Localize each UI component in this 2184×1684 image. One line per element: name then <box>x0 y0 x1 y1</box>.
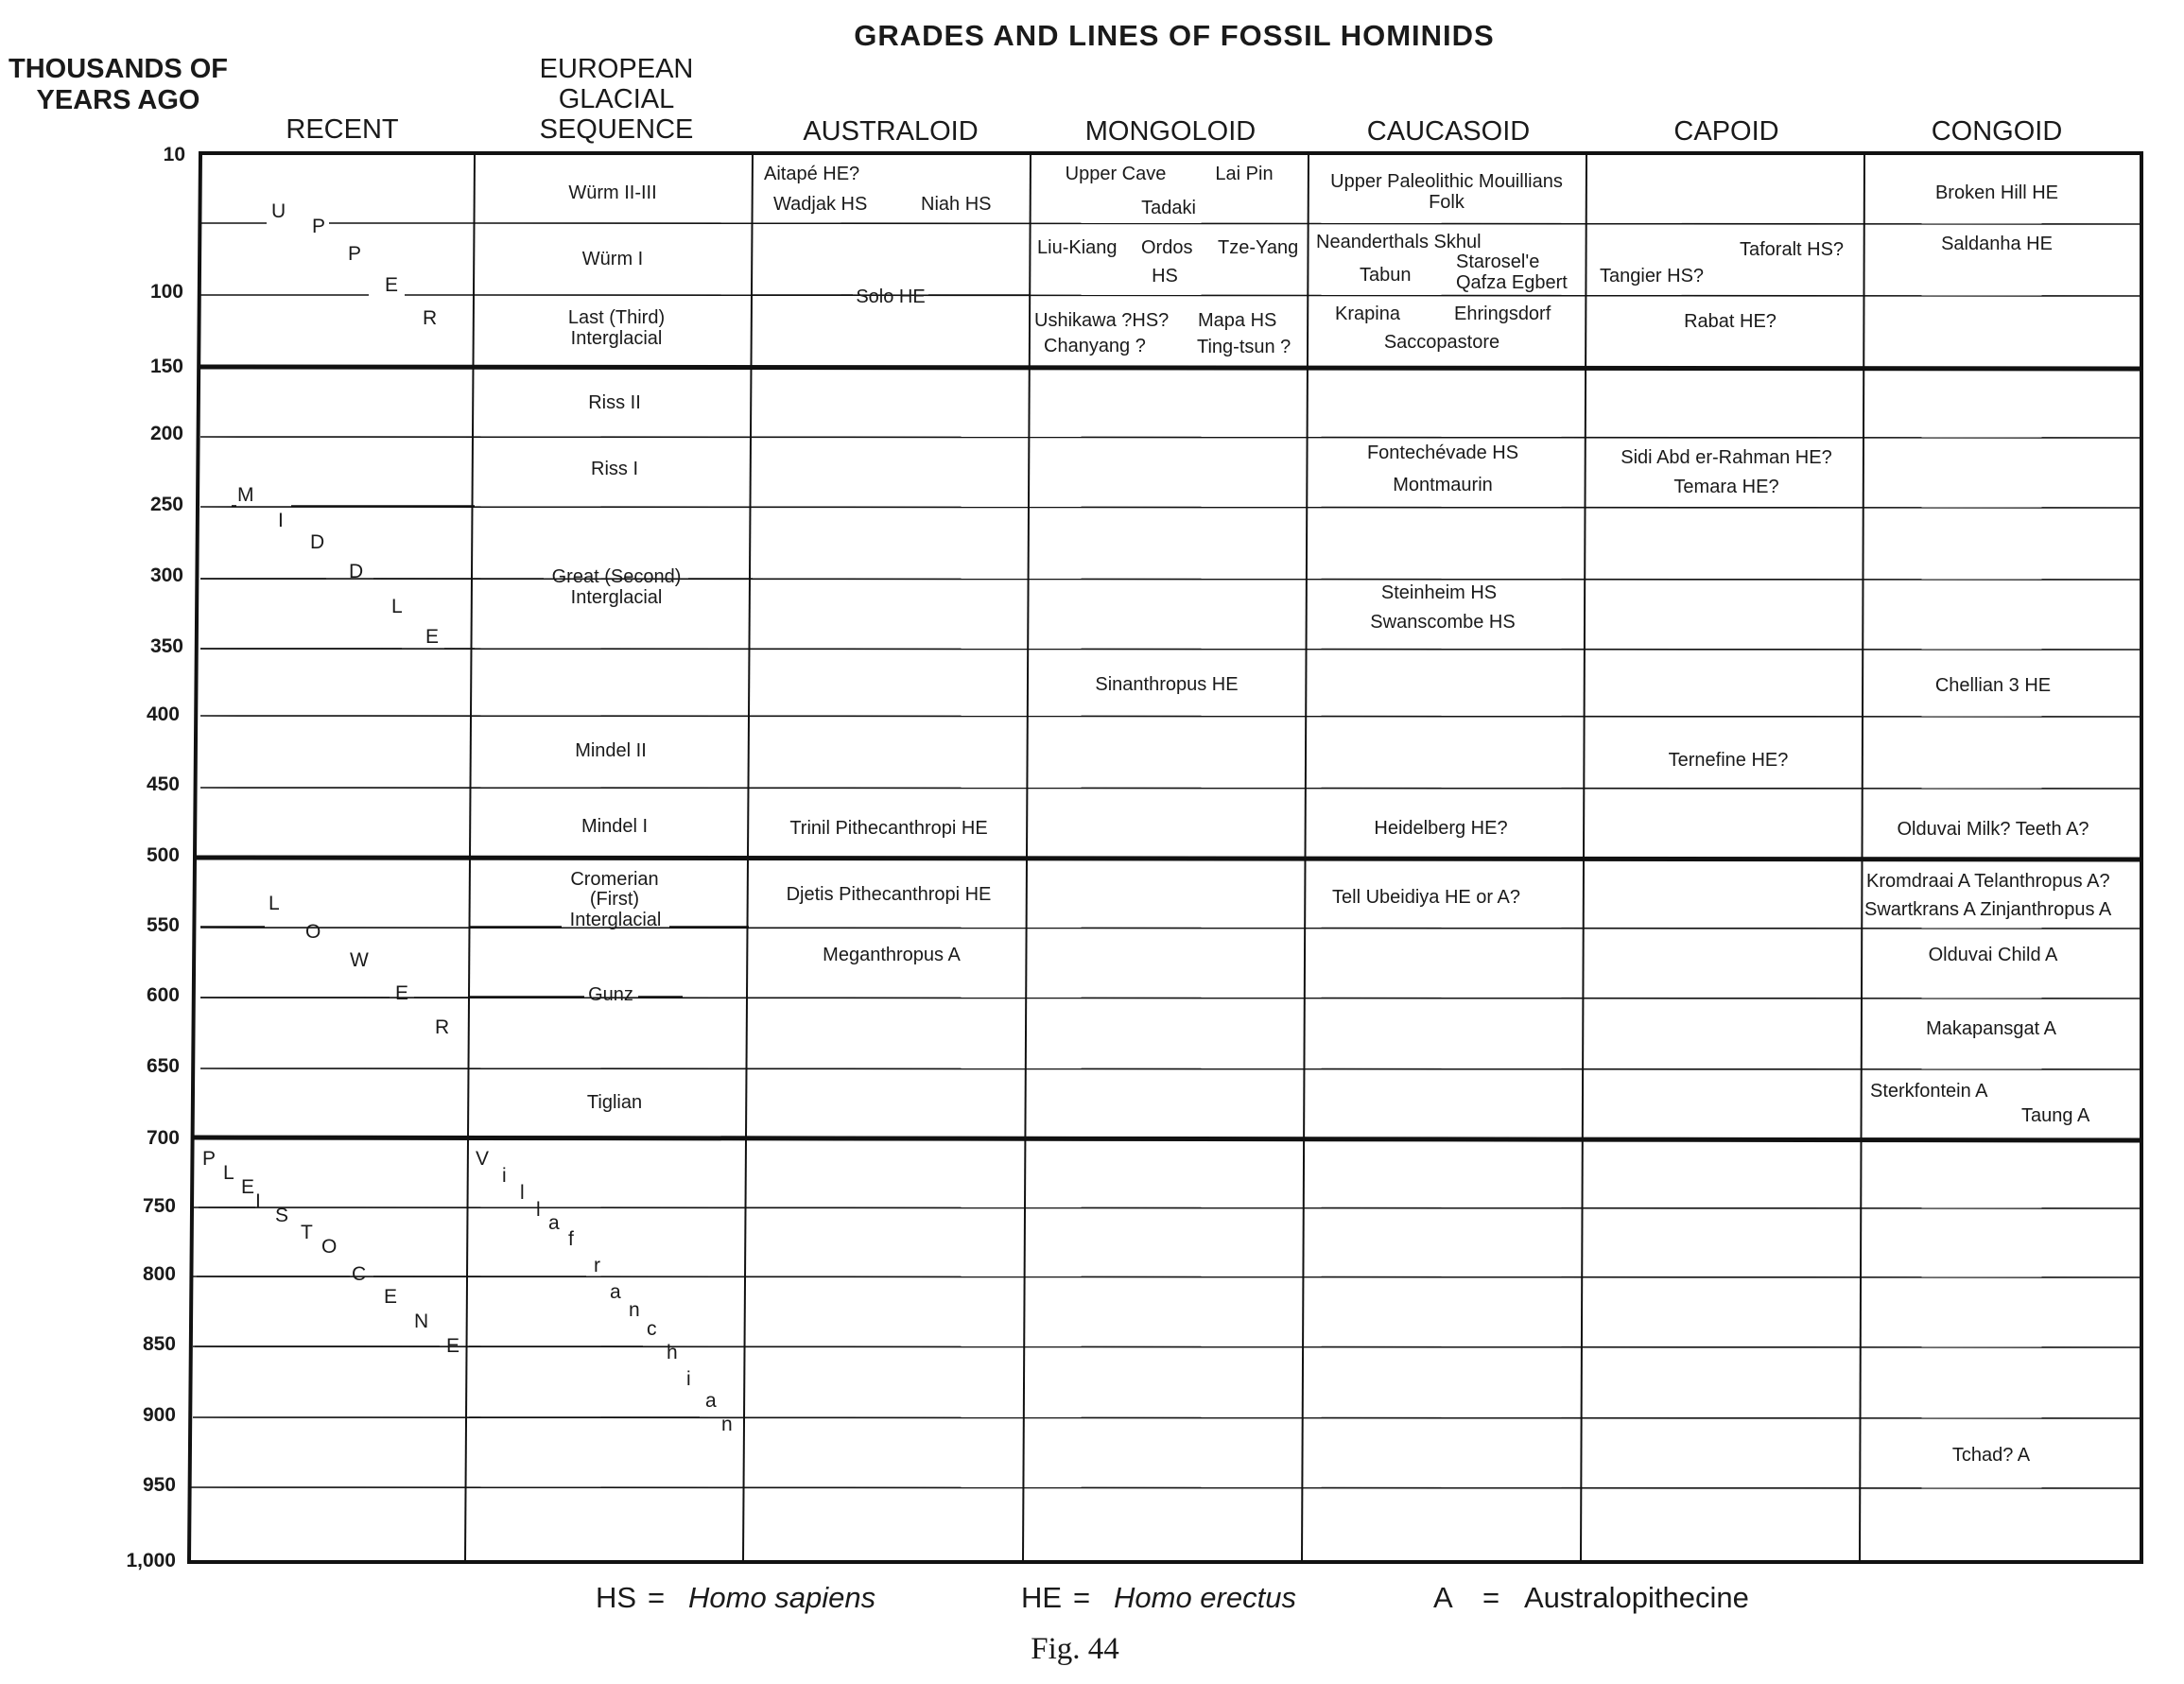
svg-text:C: C <box>352 1263 367 1285</box>
fossil-entry: Meganthropus A <box>823 945 961 965</box>
tick-label: 400 <box>146 703 180 725</box>
svg-text:a: a <box>705 1390 717 1412</box>
svg-text:n: n <box>721 1414 733 1435</box>
chart-title: GRADES AND LINES OF FOSSIL HOMINIDS <box>854 19 1495 52</box>
tick-label: 100 <box>149 281 183 303</box>
svg-text:D: D <box>349 561 364 582</box>
tick-label: 150 <box>149 356 183 377</box>
column-heading-caucasoid: CAUCASOID <box>1366 116 1531 147</box>
svg-text:l: l <box>520 1182 525 1204</box>
fossil-entry: Aitapé HE? <box>764 164 860 184</box>
fossil-entry: Tangier HS? <box>1600 266 1705 286</box>
svg-text:a: a <box>610 1281 621 1303</box>
fossil-entry: Tabun <box>1360 265 1412 286</box>
svg-text:E: E <box>385 274 399 296</box>
column-heading-recent: RECENT <box>286 114 399 145</box>
capoid-column <box>1600 239 1844 771</box>
glacial-stage: Great (Second) <box>551 566 682 587</box>
glacial-sequence-column <box>469 182 753 1113</box>
glacial-stage: Cromerian <box>570 869 659 890</box>
glacial-stage: (First) <box>589 889 640 910</box>
tick-label: 300 <box>149 564 183 586</box>
period-lower <box>200 893 475 1038</box>
fossil-entry: Sinanthropus HE <box>1095 674 1239 695</box>
glacial-stage: Riss I <box>591 459 638 479</box>
australoid-column <box>753 164 1031 965</box>
svg-text:E: E <box>395 982 409 1004</box>
fossil-entry: Liu-Kiang <box>1037 237 1118 258</box>
glacial-stage: Tiglian <box>586 1092 643 1113</box>
legend-meaning-he: Homo erectus <box>1114 1581 1296 1614</box>
axis-heading-line-1: THOUSANDS OF <box>9 54 228 84</box>
fossil-entry: Steinheim HS <box>1380 582 1498 603</box>
fossil-entry: Niah HS <box>921 194 992 215</box>
glacial-stage: Interglacial <box>570 587 663 608</box>
tick-label: 550 <box>146 914 180 936</box>
svg-text:O: O <box>305 921 321 943</box>
fossil-entry: Tadaki <box>1141 198 1196 218</box>
svg-text:I: I <box>278 510 284 531</box>
tick-label: 250 <box>149 494 183 515</box>
svg-text:L: L <box>269 893 280 914</box>
fossil-entry: Olduvai Milk? Teeth A? <box>1897 819 2089 840</box>
fossil-entry: Wadjak HS <box>773 194 868 215</box>
period-pleistocene <box>193 1148 469 1357</box>
tick-label: 200 <box>149 423 183 444</box>
axis-heading-line-2: YEARS AGO <box>36 85 200 115</box>
svg-text:i: i <box>502 1165 507 1187</box>
svg-text:E: E <box>241 1176 255 1198</box>
svg-text:i: i <box>686 1368 691 1390</box>
fossil-entry: Swanscombe HS <box>1370 612 1516 633</box>
fossil-entry: Taforalt HS? <box>1740 239 1845 260</box>
svg-text:I: I <box>255 1190 261 1212</box>
caucasoid-column <box>1316 171 1568 908</box>
fossil-entry: Makapansgat A <box>1926 1018 2056 1039</box>
period-boundary-500 <box>197 858 2141 859</box>
fossil-entry: Ordos <box>1141 237 1193 258</box>
legend-sep: = <box>648 1581 666 1614</box>
fossil-entry: Sidi Abd er-Rahman HE? <box>1621 447 1832 468</box>
svg-text:O: O <box>321 1236 338 1258</box>
svg-text:n: n <box>629 1299 640 1321</box>
column-heading-capoid: CAPOID <box>1673 116 1779 147</box>
tick-label: 350 <box>149 635 183 657</box>
period-upper <box>271 200 437 329</box>
fossil-entry: Broken Hill HE <box>1934 182 2059 203</box>
tick-label: 600 <box>146 984 180 1006</box>
fossil-entry: Chellian 3 HE <box>1934 675 2052 696</box>
svg-text:R: R <box>423 307 438 329</box>
svg-text:R: R <box>435 1016 450 1038</box>
svg-text:L: L <box>391 596 403 617</box>
fossil-entry: Neanderthals Skhul <box>1316 232 1482 252</box>
legend-abbr-he: HE <box>1021 1581 1063 1614</box>
svg-text:W: W <box>350 949 369 971</box>
column-heading-mongoloid: MONGOLOID <box>1084 116 1257 147</box>
svg-text:h: h <box>667 1342 678 1363</box>
svg-text:E: E <box>384 1286 398 1308</box>
glacial-stage: Last (Third) <box>567 307 666 328</box>
legend-abbr-hs: HS <box>596 1581 637 1614</box>
glacial-stage: Würm II-III <box>568 182 657 203</box>
fossil-entry: Sterkfontein A <box>1870 1081 1988 1102</box>
legend <box>596 1581 1749 1614</box>
legend-sep: = <box>1482 1581 1500 1614</box>
legend-sep: = <box>1073 1581 1091 1614</box>
svg-text:L: L <box>223 1162 234 1184</box>
tick-label: 1,000 <box>126 1550 176 1571</box>
svg-text:l: l <box>536 1199 541 1221</box>
svg-text:P: P <box>202 1148 217 1170</box>
svg-text:E: E <box>425 626 440 648</box>
svg-text:r: r <box>594 1255 600 1276</box>
tick-label: 650 <box>146 1055 180 1077</box>
fossil-entry: Temara HE? <box>1673 477 1779 497</box>
fossil-entry: Krapina <box>1335 304 1400 324</box>
fossil-entry: Taung A <box>2021 1105 2090 1126</box>
fossil-entry: Folk <box>1429 192 1465 213</box>
fossil-entry: Starosel'e <box>1456 252 1540 272</box>
fossil-entry: Ting-tsun ? <box>1197 337 1291 357</box>
fossil-entry: Kromdraai A Telanthropus A? <box>1866 871 2110 892</box>
svg-text:c: c <box>647 1318 657 1340</box>
svg-text:a: a <box>548 1212 560 1234</box>
column-heading-glacial-1: EUROPEAN <box>539 54 694 84</box>
fossil-entry: Solo HE <box>856 286 926 307</box>
tick-label: 700 <box>146 1127 180 1149</box>
fossil-entry: Rabat HE? <box>1684 311 1777 332</box>
fossil-entry: Ehringsdorf <box>1454 304 1551 324</box>
period-boundary-700 <box>194 1137 2141 1140</box>
fossil-entry: Tell Ubeidiya HE or A? <box>1332 887 1520 908</box>
tick-label: 800 <box>142 1263 176 1285</box>
fossil-entry: Trinil Pithecanthropi HE <box>789 818 988 839</box>
fossil-entry: Montmaurin <box>1393 475 1493 495</box>
tick-label: 750 <box>142 1195 176 1217</box>
fossil-entry: Tze-Yang <box>1218 237 1299 258</box>
legend-meaning-hs: Homo sapiens <box>688 1581 876 1614</box>
tick-label: 10 <box>163 144 185 165</box>
tick-label: 950 <box>142 1474 176 1496</box>
fossil-entry: Tchad? A <box>1951 1445 2031 1466</box>
glacial-stage: Riss II <box>588 392 641 413</box>
fossil-entry: Ushikawa ?HS? <box>1034 310 1170 331</box>
fossil-entry: Ternefine HE? <box>1668 750 1789 771</box>
column-heading-congoid: CONGOID <box>1931 116 2063 147</box>
fossil-entry: Mapa HS <box>1198 310 1277 331</box>
glacial-stage: Gunz <box>588 984 633 1005</box>
fossil-entry: Lai Pin <box>1215 164 1274 184</box>
legend-abbr-a: A <box>1433 1581 1453 1614</box>
grid <box>189 153 2141 1562</box>
svg-text:f: f <box>568 1228 574 1250</box>
fossil-entry: Upper Cave <box>1065 164 1167 184</box>
glacial-stage: Mindel II <box>575 740 647 761</box>
period-middle <box>200 484 475 649</box>
fossil-entry: Swartkrans A Zinjanthropus A <box>1864 899 2112 920</box>
glacial-stage: Würm I <box>581 249 644 269</box>
period-villafranchian <box>469 1148 733 1435</box>
congoid-column <box>1864 182 2112 1466</box>
tick-labels <box>126 144 185 1571</box>
fossil-entry: Heidelberg HE? <box>1374 818 1508 839</box>
svg-text:V: V <box>476 1148 490 1170</box>
svg-text:M: M <box>237 484 254 506</box>
mongoloid-column <box>1034 164 1298 695</box>
column-heading-glacial-3: SEQUENCE <box>539 114 694 145</box>
svg-text:U: U <box>271 200 286 222</box>
svg-text:S: S <box>275 1205 289 1226</box>
fossil-entry: Olduvai Child A <box>1928 945 2058 965</box>
fossil-entry: HS <box>1152 266 1178 286</box>
tick-label: 850 <box>142 1333 176 1355</box>
period-boundary-150 <box>199 367 2141 369</box>
legend-meaning-a: Australopithecine <box>1524 1581 1749 1614</box>
fossil-entry: Upper Paleolithic Mouillians <box>1330 171 1563 192</box>
glacial-stage: Interglacial <box>570 328 663 349</box>
fossil-entry: Qafza Egbert <box>1456 272 1568 293</box>
tick-label: 900 <box>142 1404 176 1426</box>
fossil-entry: Saldanha HE <box>1941 234 2053 254</box>
fossil-entry: Fontechévade HS <box>1366 443 1519 463</box>
glacial-stage: Mindel I <box>581 816 649 837</box>
fossil-entry: Djetis Pithecanthropi HE <box>786 884 992 905</box>
svg-text:P: P <box>348 243 362 265</box>
fossil-entry: Saccopastore <box>1383 332 1500 353</box>
svg-text:T: T <box>301 1222 313 1243</box>
tick-label: 500 <box>146 844 180 866</box>
svg-text:D: D <box>310 531 325 553</box>
svg-text:P: P <box>312 216 326 237</box>
column-heading-glacial-2: GLACIAL <box>558 84 675 114</box>
svg-text:E: E <box>446 1335 460 1357</box>
svg-text:N: N <box>414 1311 429 1332</box>
tick-label: 450 <box>146 773 180 795</box>
figure-label: Fig. 44 <box>1031 1632 1119 1666</box>
column-heading-australoid: AUSTRALOID <box>803 116 979 147</box>
fossil-entry: Chanyang ? <box>1044 336 1146 356</box>
glacial-stage: Interglacial <box>569 910 662 930</box>
